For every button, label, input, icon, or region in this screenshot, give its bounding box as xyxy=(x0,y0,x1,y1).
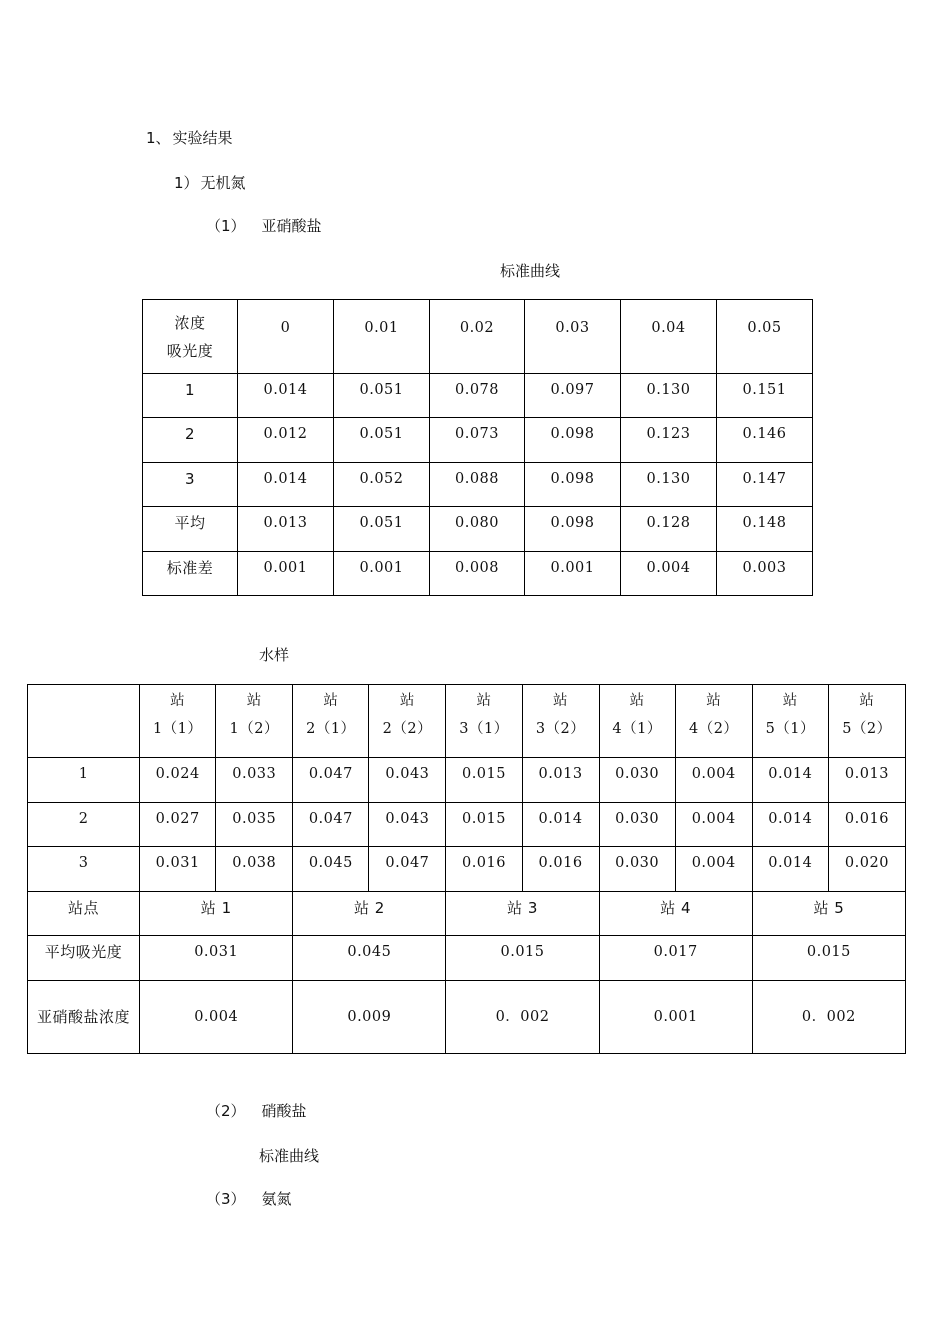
station-cell: 站 5 xyxy=(752,892,905,936)
concentration-cell: 0.05 xyxy=(717,300,813,374)
table-cell: 0.031 xyxy=(140,847,216,892)
heading-number: 1、 xyxy=(146,129,171,147)
heading-number: （3） xyxy=(206,1190,246,1208)
concentration-cell: 0.03 xyxy=(525,300,621,374)
header-concentration-label: 浓度 xyxy=(174,313,206,332)
col-header-line1: 站 xyxy=(399,693,415,709)
header-absorbance-label: 吸光度 xyxy=(166,341,214,360)
row-label: 标准差 xyxy=(143,552,238,596)
table-cell: 0.016 xyxy=(828,803,905,847)
table-cell: 0.051 xyxy=(334,507,430,552)
col-header-line2: 4（2） xyxy=(688,721,739,737)
heading-number: （2） xyxy=(206,1102,246,1120)
table-cell: 0.148 xyxy=(717,507,813,552)
table-cell: 0.004 xyxy=(621,552,717,596)
table-cell: 0.088 xyxy=(430,463,525,507)
station-col-header xyxy=(369,685,446,758)
col-header-line2: 5（1） xyxy=(765,721,816,737)
station-cell: 站 1 xyxy=(140,892,293,936)
col-header-line2: 3（2） xyxy=(535,721,586,737)
col-header-line1: 站 xyxy=(553,693,569,709)
table-cell: 0.013 xyxy=(828,758,905,803)
table-cell: 0.098 xyxy=(525,463,621,507)
section-heading-nitrate xyxy=(206,1100,307,1121)
col-header-line1: 站 xyxy=(629,693,645,709)
table-cell: 0.130 xyxy=(621,463,717,507)
table-row-average xyxy=(143,507,813,552)
col-header-line1: 站 xyxy=(323,693,339,709)
row-label: 站点 xyxy=(28,892,140,936)
heading-text: 亚硝酸盐 xyxy=(261,217,322,235)
table-cell: 0.052 xyxy=(334,463,430,507)
table-cell: 0.014 xyxy=(238,374,334,418)
table-cell: 0.045 xyxy=(293,847,369,892)
row-label: 2 xyxy=(143,418,238,463)
table-cell: 0.098 xyxy=(525,507,621,552)
table-cell: 0．002 xyxy=(446,981,599,1054)
table-cell: 0.080 xyxy=(430,507,525,552)
header-corner-cell xyxy=(28,685,140,758)
table-cell: 0.151 xyxy=(717,374,813,418)
std-curve-title: 标准曲线 xyxy=(500,262,561,280)
table-cell: 0.014 xyxy=(238,463,334,507)
concentration-cell: 0.02 xyxy=(430,300,525,374)
table-cell: 0.004 xyxy=(675,847,752,892)
row-label: 3 xyxy=(28,847,140,892)
heading-text: 实验结果 xyxy=(172,129,233,147)
row-label: 1 xyxy=(143,374,238,418)
table-cell: 0.047 xyxy=(369,847,446,892)
table-cell: 0.031 xyxy=(140,936,293,981)
table-cell: 0.001 xyxy=(599,981,752,1054)
concentration-cell: 0 xyxy=(238,300,334,374)
table-cell: 0.014 xyxy=(522,803,599,847)
concentration-cell: 0.04 xyxy=(621,300,717,374)
table-cell: 0.078 xyxy=(430,374,525,418)
table-row xyxy=(28,803,906,847)
col-header-line1: 站 xyxy=(246,693,262,709)
average-absorbance-row xyxy=(28,936,906,981)
table-cell: 0.016 xyxy=(522,847,599,892)
row-label: 2 xyxy=(28,803,140,847)
table-cell: 0.035 xyxy=(216,803,293,847)
col-header-line1: 站 xyxy=(170,693,186,709)
station-col-header xyxy=(675,685,752,758)
section-heading-results xyxy=(146,127,233,148)
station-col-header xyxy=(828,685,905,758)
station-col-header xyxy=(140,685,216,758)
table-row xyxy=(28,758,906,803)
table-cell: 0.051 xyxy=(334,374,430,418)
std-curve-title-2: 标准曲线 xyxy=(259,1147,320,1165)
col-header-line1: 站 xyxy=(706,693,722,709)
station-col-header xyxy=(522,685,599,758)
table-cell: 0.013 xyxy=(522,758,599,803)
table-cell: 0.045 xyxy=(293,936,446,981)
row-label: 平均吸光度 xyxy=(28,936,140,981)
row-label: 亚硝酸盐浓度 xyxy=(28,981,140,1054)
table-cell: 0.128 xyxy=(621,507,717,552)
col-header-line2: 3（1） xyxy=(459,721,509,737)
col-header-line2: 2（2） xyxy=(382,721,433,737)
heading-text: 氨氮 xyxy=(261,1190,292,1208)
water-sample-title: 水样 xyxy=(259,646,290,664)
table-cell: 0.012 xyxy=(238,418,334,463)
heading-text: 无机氮 xyxy=(200,174,246,192)
table-cell: 0.001 xyxy=(334,552,430,596)
table-cell: 0.073 xyxy=(430,418,525,463)
table-cell: 0.015 xyxy=(446,758,522,803)
section-heading-nitrite xyxy=(206,215,322,236)
row-label: 1 xyxy=(28,758,140,803)
table-cell: 0.030 xyxy=(599,803,675,847)
station-col-header xyxy=(446,685,522,758)
table-cell: 0.024 xyxy=(140,758,216,803)
row-label: 3 xyxy=(143,463,238,507)
table-cell: 0.004 xyxy=(675,803,752,847)
station-row xyxy=(28,892,906,936)
station-col-header xyxy=(752,685,828,758)
section-heading-ammonia xyxy=(206,1188,292,1209)
table-cell: 0.013 xyxy=(238,507,334,552)
col-header-line2: 2（1） xyxy=(306,721,356,737)
station-cell: 站 4 xyxy=(599,892,752,936)
station-cell: 站 2 xyxy=(293,892,446,936)
nitrite-concentration-row xyxy=(28,981,906,1054)
table-cell: 0.147 xyxy=(717,463,813,507)
water-sample-table xyxy=(27,684,906,1054)
header-corner-cell xyxy=(143,300,238,374)
table-cell: 0.097 xyxy=(525,374,621,418)
table-row xyxy=(143,418,813,463)
table-cell: 0.001 xyxy=(525,552,621,596)
table-cell: 0.030 xyxy=(599,847,675,892)
table-row-std-dev xyxy=(143,552,813,596)
table-cell: 0.033 xyxy=(216,758,293,803)
table-cell: 0.130 xyxy=(621,374,717,418)
table-cell: 0.015 xyxy=(446,936,599,981)
heading-number: （1） xyxy=(206,217,246,235)
table-cell: 0.009 xyxy=(293,981,446,1054)
row-label: 平均 xyxy=(143,507,238,552)
table-cell: 0.015 xyxy=(446,803,522,847)
table-cell: 0.047 xyxy=(293,803,369,847)
table-header-row xyxy=(143,300,813,374)
table-cell: 0.017 xyxy=(599,936,752,981)
table-cell: 0.038 xyxy=(216,847,293,892)
table-row xyxy=(143,463,813,507)
table-header-row xyxy=(28,685,906,758)
table-cell: 0.008 xyxy=(430,552,525,596)
table-cell: 0.016 xyxy=(446,847,522,892)
table-cell: 0.098 xyxy=(525,418,621,463)
station-col-header xyxy=(293,685,369,758)
table-cell: 0.015 xyxy=(752,936,905,981)
station-col-header xyxy=(216,685,293,758)
table-cell: 0.004 xyxy=(140,981,293,1054)
col-header-line1: 站 xyxy=(859,693,875,709)
standard-curve-table xyxy=(142,299,813,596)
table-cell: 0.030 xyxy=(599,758,675,803)
table-row xyxy=(28,847,906,892)
table-cell: 0.051 xyxy=(334,418,430,463)
col-header-line2: 4（1） xyxy=(612,721,662,737)
station-cell: 站 3 xyxy=(446,892,599,936)
table-cell: 0．002 xyxy=(752,981,905,1054)
table-cell: 0.047 xyxy=(293,758,369,803)
table-row xyxy=(143,374,813,418)
concentration-cell: 0.01 xyxy=(334,300,430,374)
col-header-line2: 1（2） xyxy=(229,721,279,737)
table-cell: 0.027 xyxy=(140,803,216,847)
table-cell: 0.014 xyxy=(752,803,828,847)
col-header-line2: 1（1） xyxy=(152,721,203,737)
table-cell: 0.001 xyxy=(238,552,334,596)
table-cell: 0.004 xyxy=(675,758,752,803)
col-header-line2: 5（2） xyxy=(842,721,892,737)
heading-text: 硝酸盐 xyxy=(261,1102,307,1120)
table-cell: 0.014 xyxy=(752,847,828,892)
table-cell: 0.043 xyxy=(369,758,446,803)
table-cell: 0.020 xyxy=(828,847,905,892)
table-cell: 0.146 xyxy=(717,418,813,463)
table-cell: 0.123 xyxy=(621,418,717,463)
section-heading-inorganic-nitrogen xyxy=(174,172,246,193)
col-header-line1: 站 xyxy=(476,693,492,709)
station-col-header xyxy=(599,685,675,758)
heading-number: 1） xyxy=(174,174,199,192)
table-cell: 0.003 xyxy=(717,552,813,596)
table-cell: 0.043 xyxy=(369,803,446,847)
col-header-line1: 站 xyxy=(782,693,798,709)
table-cell: 0.014 xyxy=(752,758,828,803)
